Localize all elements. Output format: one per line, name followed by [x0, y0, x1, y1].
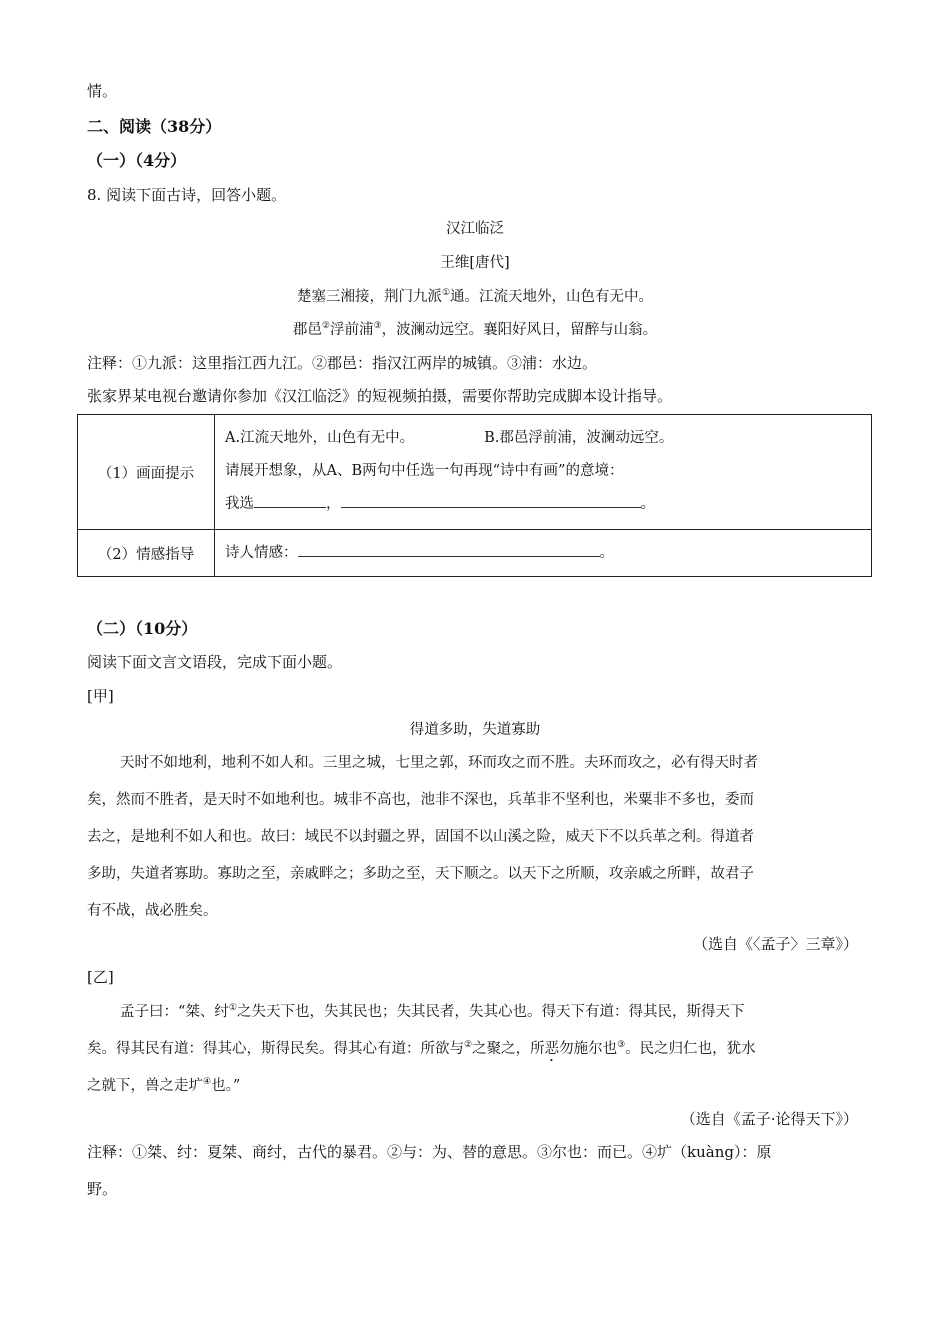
jia-line-5: 有不战，战必胜矣。 [87, 903, 218, 919]
passage-jia-tag: [甲] [87, 687, 114, 705]
scene-cell [215, 415, 872, 530]
jia-source: （选自《〈孟子〉三章》） [692, 935, 858, 953]
poem-line-1: 楚塞三湘接，荆门九派①通。江流天地外，山色有无中。 [296, 288, 654, 305]
row-label-scene: （1）画面提示 [78, 415, 215, 530]
emphasis-dot-word: 恶 [544, 1041, 560, 1057]
poem-title: 汉江临泛 [446, 221, 504, 237]
yi-line-3: 之就下，兽之走圹④也。” [87, 1077, 241, 1094]
script-design-table [77, 414, 872, 577]
poem-line-2: 郡邑②浮前浦③，波澜动远空。襄阳好风日，留醉与山翁。 [292, 321, 658, 338]
jia-line-2: 矣，然而不胜者，是天时不如地利也。城非不高也，池非不深也，兵革非不坚利也，米粟非不多也，委而 [87, 792, 754, 808]
options-line [225, 422, 861, 455]
yi-line-1: 孟子曰：“桀、纣①之失天下也，失其民也；失其民者，失其心也。得天下有道：得其民，斯得天下 [120, 1003, 745, 1020]
section-title-reading: 二、阅读（38分） [87, 117, 222, 136]
table-row [78, 415, 872, 530]
yi-source: （选自《孟子·论得天下》） [680, 1110, 858, 1128]
option-b: B.郡邑浮前浦，波澜动远空。 [484, 429, 674, 446]
choice-blank[interactable] [254, 493, 326, 508]
emotion-cell: 诗人情感： 。 [215, 530, 872, 577]
option-a: A.江流天地外，山色有无中。 [225, 429, 415, 446]
poem-notes: 注释：①九派：这里指江西九江。②郡邑：指汉江两岸的城镇。③浦：水边。 [87, 354, 598, 372]
jia-line-3: 去之，是地利不如人和也。故曰：域民不以封疆之界，固国不以山溪之险，威天下不以兵革之利。得道者 [87, 829, 754, 845]
question-8: 8. 阅读下面古诗，回答小题。 [87, 186, 287, 204]
notes-line-2: 野。 [87, 1180, 118, 1198]
task-intro: 张家界某电视台邀请你参加《汉江临泛》的短视频拍摄，需要你帮助完成脚本设计指导。 [87, 387, 673, 405]
yi-line-2: 矣。得其民有道：得其心，斯得民矣。得其心有道：所欲与②之聚之，所恶勿施尔也③。民之归仁也，犹水 [87, 1040, 756, 1057]
answer-line: 我选 ， 。 [225, 488, 861, 521]
jia-line-4: 多助，失道者寡助。寡助之至，亲戚畔之；多助之至，天下顺之。以天下之所顺，攻亲戚之所畔，故君子 [87, 866, 754, 882]
continued-text: 情。 [87, 82, 118, 100]
row-label-emotion: （2）情感指导 [78, 530, 215, 577]
prompt-line: 请展开想象，从A、B两句中任选一句再现“诗中有画”的意境： [225, 462, 624, 479]
passage-jia-title: 得道多助，失道寡助 [409, 722, 541, 738]
part-title-2: （二）（10分） [87, 619, 198, 638]
emotion-blank[interactable] [298, 542, 600, 557]
poem-author: 王维[唐代] [440, 255, 510, 271]
jia-line-1: 天时不如地利，地利不如人和。三里之城，七里之郭，环而攻之而不胜。夫环而攻之，必有得天时者 [120, 755, 758, 771]
table-row [78, 530, 872, 577]
part2-intro: 阅读下面文言文语段，完成下面小题。 [87, 653, 343, 671]
part-title-1: （一）（4分） [87, 151, 187, 170]
description-blank[interactable] [341, 493, 641, 508]
notes-line-1: 注释：①桀、纣：夏桀、商纣，古代的暴君。②与：为、替的意思。③尔也：而已。④圹（kuàng）：原 [87, 1143, 772, 1161]
passage-yi-tag: [乙] [87, 968, 114, 986]
